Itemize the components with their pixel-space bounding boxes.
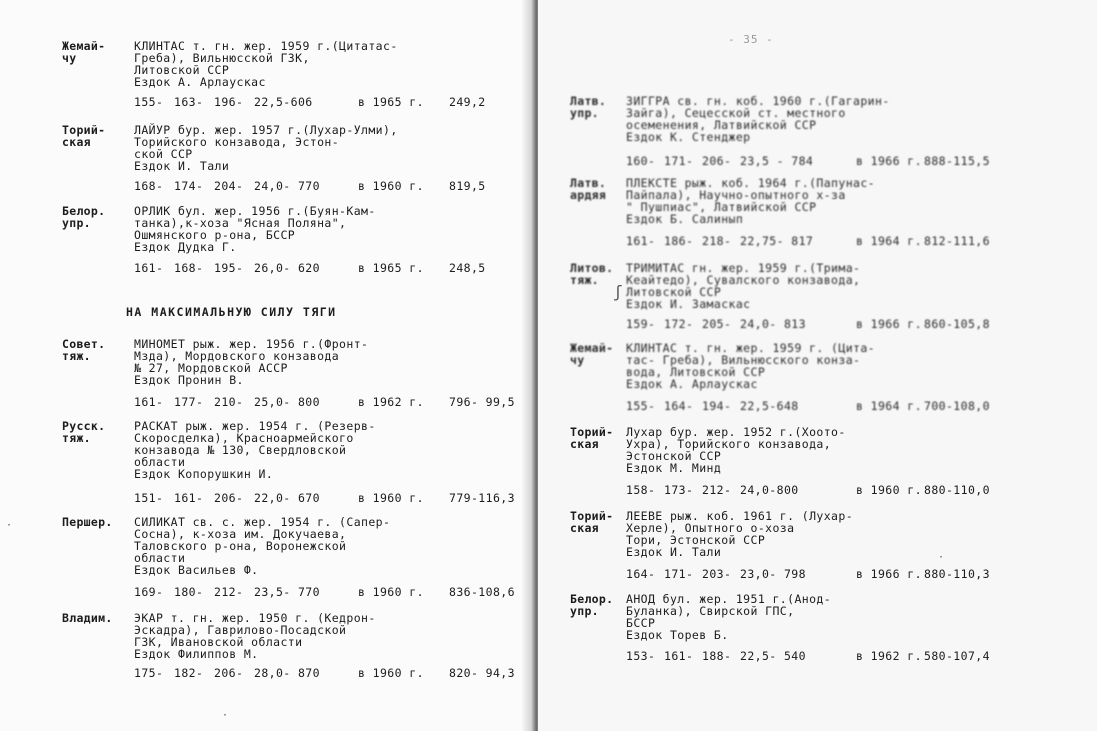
horse-line: Лухар бур. жер. 1952 г.(Хоото- [626, 425, 846, 439]
entry-description [134, 338, 464, 386]
rider-line: Ездок М. Минд [626, 461, 722, 475]
rider-line: Ездок Копорушкин И. [134, 467, 274, 481]
rider-line: Ездок Пронин В. [134, 373, 244, 387]
horse-line: КЛИНТАС т. гн. жер. 1959 г.(Цитатас- [134, 39, 398, 53]
stat-result: 820- 94,3 [449, 666, 515, 680]
stat-year: в 1960 г. [358, 491, 424, 505]
stat-year: в 1964 г. [856, 234, 922, 248]
stat-result: 860-105,8 [924, 317, 990, 331]
rider-line: Ездок К. Стенджер [626, 130, 751, 144]
stat-1: 151- [134, 491, 164, 505]
stat-3: 205- [702, 317, 732, 331]
origin-line: Эстонской ССР [626, 449, 722, 463]
origin-line: Скоросделка), Красноармейского [134, 431, 354, 445]
horse-line: РАСКАТ рыж. жер. 1954 г. (Резерв- [134, 419, 376, 433]
entry-description [626, 262, 956, 310]
origin-line: Зайга), Сецесской ст. местного [626, 106, 846, 120]
stat-2: 180- [174, 585, 204, 599]
rider-line: Ездок Дудка Г. [134, 240, 237, 254]
breed-label: Владим. [62, 611, 113, 625]
origin-line: Литовской ССР [134, 63, 230, 77]
entry-description [626, 342, 956, 390]
horse-line: ЛЕЕВЕ рыж. коб. 1961 г. (Лухар- [626, 509, 854, 523]
origin-line: ской ССР [134, 147, 193, 161]
breed-label: Русск. тяж. [62, 419, 106, 445]
stat-result: 796- 99,5 [449, 395, 515, 409]
stat-2: 163- [174, 95, 204, 109]
stat-result: 819,5 [449, 179, 486, 193]
origin-line: Сосна), к-хоза им. Докучаева, [134, 527, 347, 541]
stat-result: 880-110,0 [924, 483, 990, 497]
origin-line: вода, Литовской ССР [626, 365, 766, 379]
horse-line: СИЛИКАТ св. с. жер. 1954 г. (Сапер- [134, 515, 391, 529]
stat-1: 160- [626, 154, 656, 168]
stat-result: 880-110,3 [924, 567, 990, 581]
horse-line: ТРИМИТАС гн. жер. 1959 г.(Трима- [626, 261, 861, 275]
breed-label: Совет. тяж. [62, 337, 106, 363]
stat-3: 212- [702, 483, 732, 497]
ink-speck: · [222, 710, 229, 721]
stat-result: 888-115,5 [924, 154, 990, 168]
stat-1: 164- [626, 567, 656, 581]
stat-2: 161- [664, 649, 694, 663]
stat-4: 23,0- 798 [740, 567, 806, 581]
stat-4: 22,5- 540 [740, 649, 806, 663]
stat-1: 161- [626, 234, 656, 248]
horse-line: АНОД бул. жер. 1951 г.(Анод- [626, 592, 832, 606]
entry-description [134, 40, 464, 88]
entry-description [626, 593, 956, 641]
breed-label: Латв. ардяя [570, 176, 607, 202]
stat-2: 182- [174, 666, 204, 680]
entry-description [626, 510, 956, 558]
stat-result: 779-116,3 [449, 491, 515, 505]
stat-4: 28,0- 870 [254, 666, 320, 680]
stat-year: в 1960 г. [358, 179, 424, 193]
origin-line: " Пушпиас", Латвийской ССР [626, 200, 817, 214]
origin-line: Херле), Опытного о-хоза [626, 521, 795, 535]
origin-line: области [134, 455, 186, 469]
origin-line: Буланка), Свирской ГПС, [626, 604, 795, 618]
origin-line: Ошмянского р-она, БССР [134, 228, 296, 242]
rider-line: Ездок И. Тали [626, 545, 722, 559]
left-page [0, 0, 530, 731]
origin-line: области [134, 551, 186, 565]
stat-result: 249,2 [449, 95, 486, 109]
horse-line: ЗИГГРА св. гн. коб. 1960 г.(Гагарин- [626, 94, 890, 108]
stat-1: 175- [134, 666, 164, 680]
stat-year: в 1960 г. [358, 585, 424, 599]
stat-result: 248,5 [449, 261, 486, 275]
stat-result: 836-108,6 [449, 585, 515, 599]
origin-line: танка),к-хоза "Ясная Поляна", [134, 216, 347, 230]
horse-line: МИНОМЕТ рыж. жер. 1956 г.(Фронт- [134, 337, 369, 351]
ink-speck: · [6, 520, 13, 531]
breed-label: Белор. упр. [62, 204, 106, 230]
origin-line: ГЗК, Ивановской области [134, 635, 303, 649]
breed-label: Латв. упр. [570, 94, 607, 120]
stat-2: 172- [664, 317, 694, 331]
origin-line: Ухра), Торийского конзавода, [626, 437, 832, 451]
entry-description [134, 205, 464, 253]
section-heading: НА МАКСИМАЛЬНУЮ СИЛУ ТЯГИ [126, 305, 337, 319]
rider-line: Ездок И. Тали [134, 159, 230, 173]
stat-2: 174- [174, 179, 204, 193]
stat-4: 24,0- 770 [254, 179, 320, 193]
origin-line: Таловского р-она, Воронежской [134, 539, 347, 553]
breed-label: Торий- ская [570, 509, 614, 535]
horse-line: КЛИНТАС т. гн. жер. 1959 г. (Цита- [626, 341, 876, 355]
horse-line: ЛАЙУР бур. жер. 1957 г.(Лухар-Улми), [134, 123, 398, 137]
stat-4: 24,0- 813 [740, 317, 806, 331]
stat-4: 22,5-648 [740, 399, 799, 413]
horse-line: ОРЛИК бул. жер. 1956 г.(Буян-Кам- [134, 204, 376, 218]
breed-label: Торий- ская [62, 123, 106, 149]
origin-line: осеменения, Латвийской ССР [626, 118, 817, 132]
rider-line: Ездок А. Арлаускас [626, 377, 758, 391]
stat-year: в 1965 г. [358, 261, 424, 275]
stat-2: 171- [664, 154, 694, 168]
rider-line: Ездок Филиппов М. [134, 647, 259, 661]
stat-4: 26,0- 620 [254, 261, 320, 275]
stat-result: 580-107,4 [924, 649, 990, 663]
right-page [538, 0, 1097, 731]
stat-4: 22,5-606 [254, 95, 313, 109]
origin-line: № 27, Мордовской АССР [134, 361, 288, 375]
origin-line: Литовской ССР [626, 285, 722, 299]
stat-3: 194- [702, 399, 732, 413]
entry-description [134, 420, 464, 480]
origin-line: Торийского конзавода, Эстон- [134, 135, 340, 149]
origin-line: Пайпала), Научно-опытного х-за [626, 188, 846, 202]
breed-label: Литов. тяж. [570, 261, 614, 287]
origin-line: конзавода № 130, Свердловской [134, 443, 347, 457]
stat-year: в 1966 г. [856, 567, 922, 581]
horse-line: ЭКАР т. гн. жер. 1950 г. (Кедрон- [134, 611, 376, 625]
stat-3: 218- [702, 234, 732, 248]
stat-1: 153- [626, 649, 656, 663]
stat-2: 161- [174, 491, 204, 505]
rider-line: Ездок Васильев Ф. [134, 563, 259, 577]
ink-speck: · [938, 552, 945, 563]
stat-year: в 1962 г. [358, 395, 424, 409]
origin-line: Тори, Эстонской ССР [626, 533, 766, 547]
stat-3: 195- [214, 261, 244, 275]
stat-1: 161- [134, 395, 164, 409]
stat-2: 186- [664, 234, 694, 248]
stat-4: 25,0- 800 [254, 395, 320, 409]
stat-3: 196- [214, 95, 244, 109]
entry-description [626, 95, 956, 143]
stat-2: 164- [664, 399, 694, 413]
breed-label: Белор. упр. [570, 592, 614, 618]
stat-3: 203- [702, 567, 732, 581]
origin-line: БССР [626, 616, 656, 630]
stat-2: 173- [664, 483, 694, 497]
rider-line: Ездок Торев Б. [626, 628, 729, 642]
horse-line: ПЛЕКСТЕ рыж. коб. 1964 г.(Папунас- [626, 176, 876, 190]
stat-year: в 1960 г. [358, 666, 424, 680]
ink-speck: ʃ [613, 282, 623, 301]
entry-description [134, 124, 464, 172]
stat-3: 204- [214, 179, 244, 193]
rider-line: Ездок И. Замаскас [626, 297, 751, 311]
stat-3: 188- [702, 649, 732, 663]
stat-1: 155- [626, 399, 656, 413]
rider-line: Ездок А. Арлаускас [134, 75, 266, 89]
stat-3: 206- [214, 491, 244, 505]
stat-result: 812-111,6 [924, 234, 990, 248]
stat-year: в 1966 г. [856, 317, 922, 331]
stat-2: 171- [664, 567, 694, 581]
stat-4: 22,75- 817 [740, 234, 814, 248]
stat-year: в 1965 г. [358, 95, 424, 109]
stat-3: 212- [214, 585, 244, 599]
stat-2: 168- [174, 261, 204, 275]
stat-year: в 1960 г. [856, 483, 922, 497]
stat-2: 177- [174, 395, 204, 409]
breed-label: Жемай- чу [570, 341, 614, 367]
origin-line: тас- Греба), Вильнюсского конза- [626, 353, 861, 367]
origin-line: Греба), Вильнюсской ГЗК, [134, 51, 310, 65]
entry-description [626, 177, 956, 225]
entry-description [626, 426, 956, 474]
stat-1: 168- [134, 179, 164, 193]
stat-3: 206- [214, 666, 244, 680]
stat-year: в 1964 г. [856, 399, 922, 413]
stat-result: 700-108,0 [924, 399, 990, 413]
stat-1: 169- [134, 585, 164, 599]
stat-1: 159- [626, 317, 656, 331]
stat-4: 24,0-800 [740, 483, 799, 497]
stat-year: в 1966 г. [856, 154, 922, 168]
stat-4: 22,0- 670 [254, 491, 320, 505]
stat-1: 161- [134, 261, 164, 275]
stat-1: 155- [134, 95, 164, 109]
rider-line: Ездок Б. Салинып [626, 212, 744, 226]
stat-year: в 1962 г. [856, 649, 922, 663]
breed-label: Торий- ская [570, 425, 614, 451]
stat-4: 23,5- 770 [254, 585, 320, 599]
stat-1: 158- [626, 483, 656, 497]
origin-line: Кеайтедо), Сувалского конзавода, [626, 273, 861, 287]
entry-description [134, 516, 464, 576]
entry-description [134, 612, 464, 660]
breed-label: Жемай- чу [62, 39, 106, 65]
stat-3: 210- [214, 395, 244, 409]
origin-line: Мзда), Мордовского конзавода [134, 349, 340, 363]
stat-3: 206- [702, 154, 732, 168]
breed-label: Першер. [62, 515, 113, 529]
page-number: - 35 - [728, 33, 774, 46]
stat-4: 23,5 - 784 [740, 154, 814, 168]
origin-line: Эскадра), Гаврилово-Посадской [134, 623, 347, 637]
